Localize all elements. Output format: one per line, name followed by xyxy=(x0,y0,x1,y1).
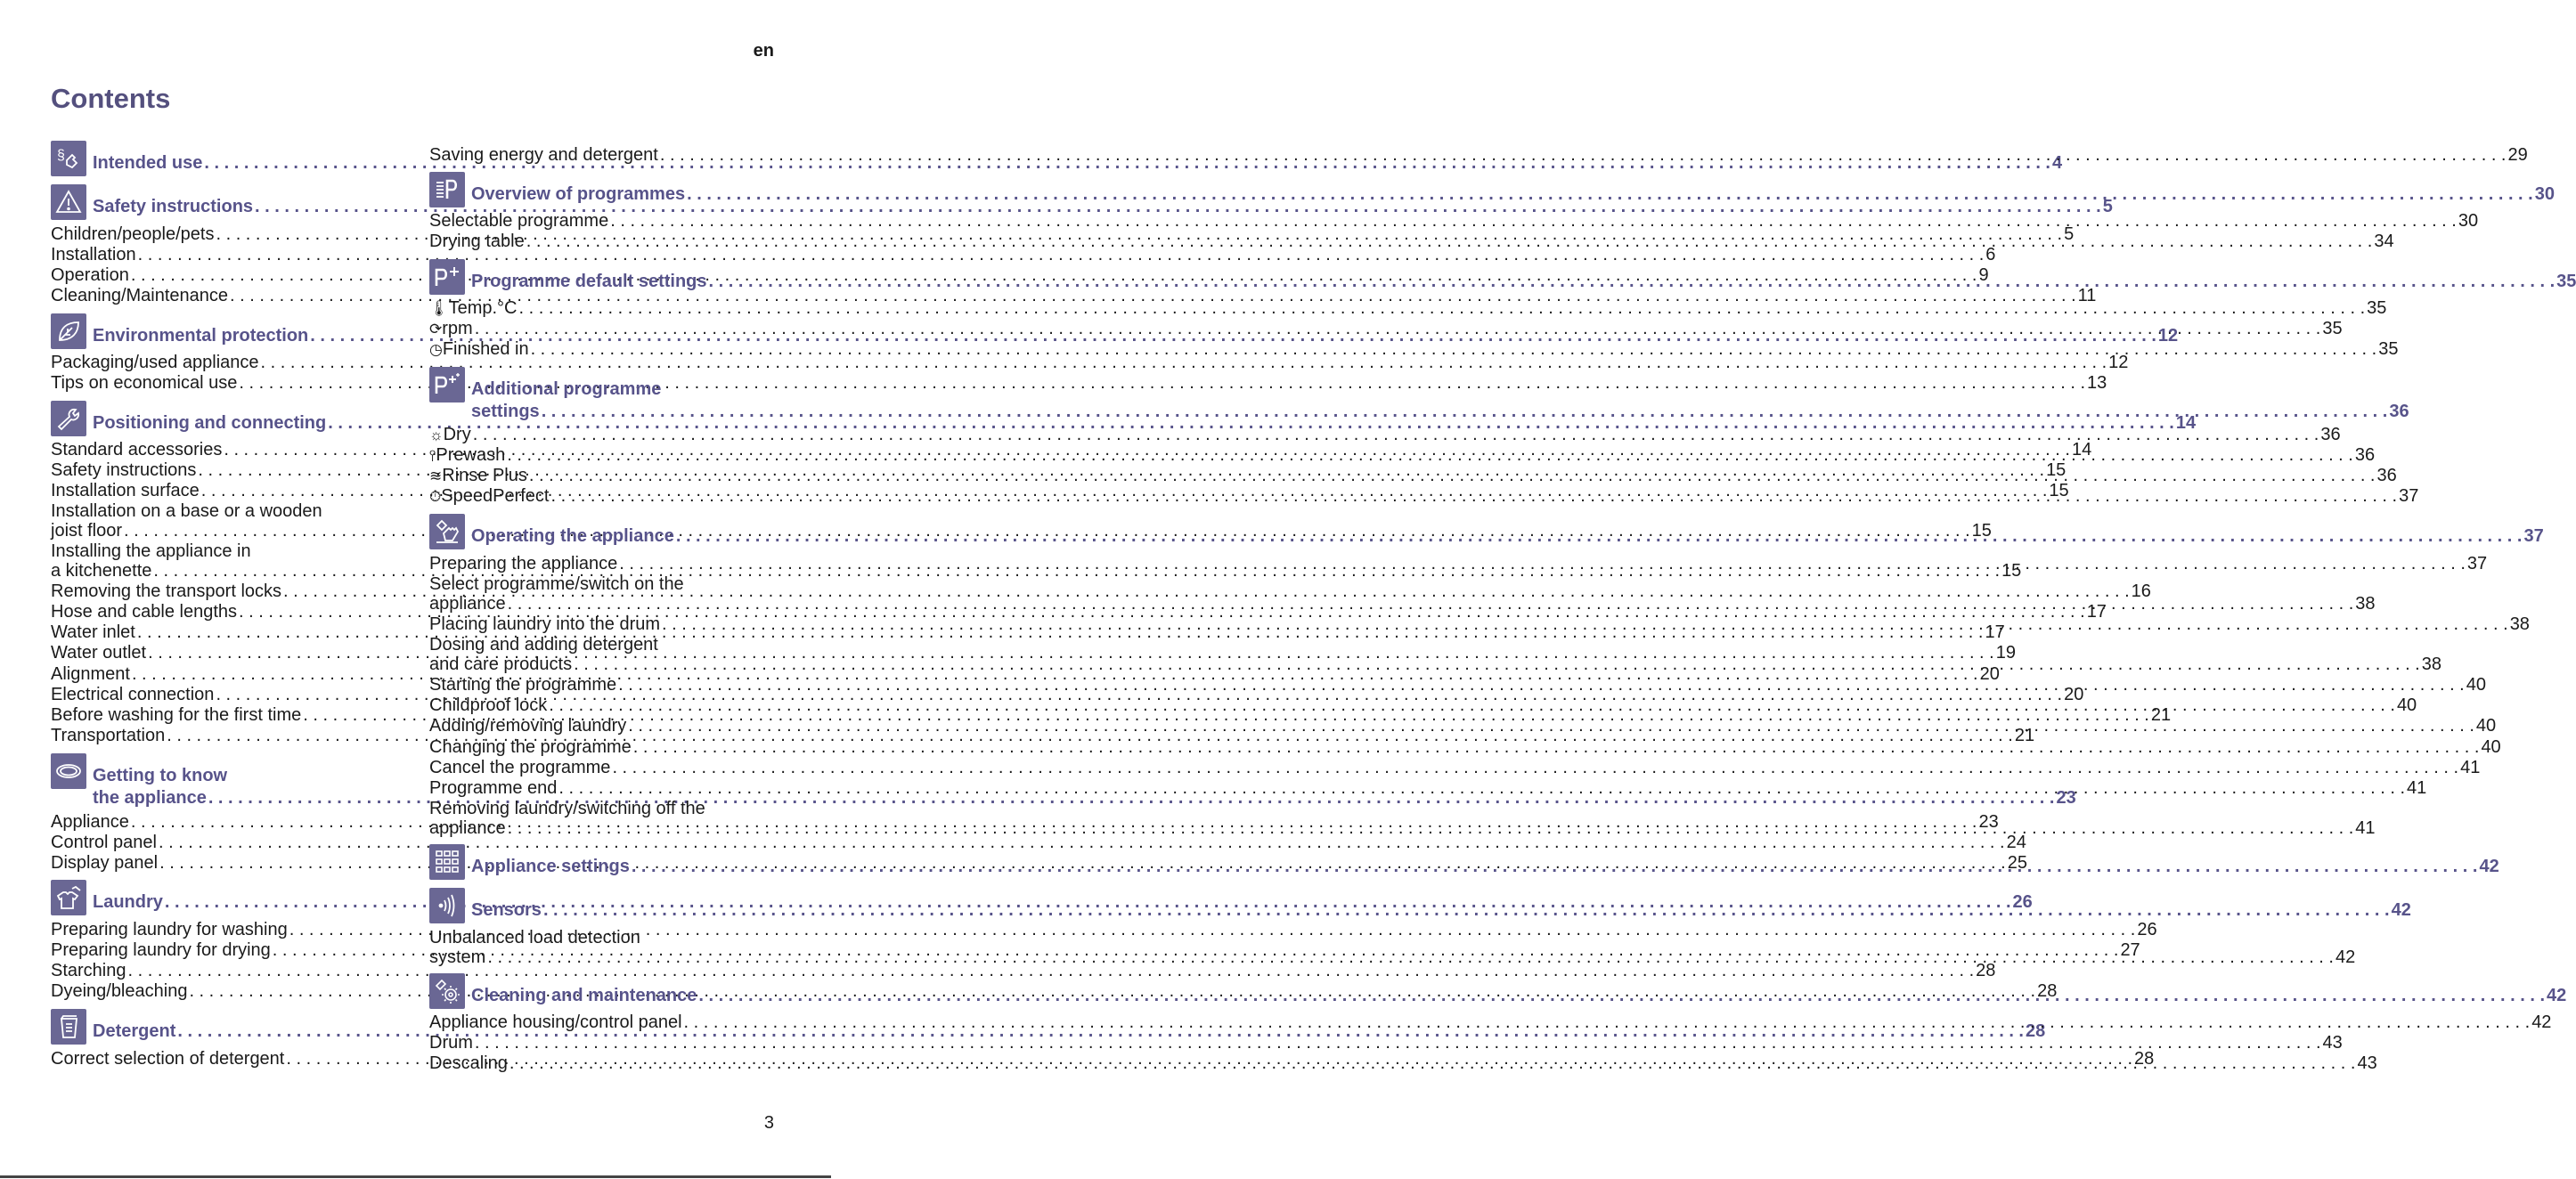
cleaning-icon xyxy=(429,973,465,1009)
section-title: Overview of programmes xyxy=(471,184,686,204)
sensor-icon xyxy=(429,888,465,923)
section-title: Appliance settings xyxy=(471,857,630,876)
toc-item[interactable]: Operation . . . 9 xyxy=(51,265,393,286)
section-page: 23 xyxy=(2056,788,2076,808)
toc-item-rinse-plus[interactable]: ≋ Rinse Plus . . . 36 xyxy=(429,466,771,486)
toc-item-prefix: Select programme/switch on the xyxy=(429,574,684,594)
toc-item[interactable]: Cleaning/Maintenance . . . 11 xyxy=(51,286,393,306)
section-title-line1: Getting to know xyxy=(93,766,228,785)
toc-item-prefix: Installation on a base or a wooden xyxy=(51,501,322,521)
warning-icon xyxy=(51,184,86,220)
detergent-icon xyxy=(51,1009,86,1045)
intended-use-icon xyxy=(51,141,86,176)
svg-text:§: § xyxy=(57,148,65,163)
bottom-rule xyxy=(0,1175,831,1178)
toc-item[interactable]: Starching . . . 28 xyxy=(51,961,393,981)
toc-item[interactable]: Preparing the appliance . . . 37 xyxy=(429,554,771,574)
toc-item[interactable]: Display panel . . . 25 xyxy=(51,853,393,874)
toc-item[interactable]: Drying table . . . 34 xyxy=(429,232,771,252)
toc-item[interactable]: Packaging/used appliance . . . 12 xyxy=(51,353,393,373)
section-page: 42 xyxy=(2391,900,2411,920)
section-title: Safety instructions xyxy=(93,197,254,216)
section-page: 37 xyxy=(2523,526,2544,546)
toc-item-finished-in[interactable]: ◷ Finished in . . . 35 xyxy=(429,339,771,360)
section-title-line1: Additional programme xyxy=(471,379,662,399)
section-title: Cleaning and maintenance xyxy=(471,986,697,1005)
rinse-plus-icon: ≋ xyxy=(429,468,443,484)
toc-item-prefix: Dosing and adding detergent xyxy=(429,635,658,655)
toc-item[interactable]: Control panel . . . 24 xyxy=(51,833,393,853)
section-page: 36 xyxy=(2389,402,2409,421)
section-title: Intended use xyxy=(93,153,203,173)
toc-item[interactable]: Cancel the programme . . . 41 xyxy=(429,758,771,778)
toc-item[interactable]: Dyeing/bleaching . . . 28 xyxy=(51,981,393,1002)
toc-item[interactable]: Water inlet . . . 17 xyxy=(51,622,393,643)
toc-item-speedperfect[interactable]: ⏱ SpeedPerfect . . . 37 xyxy=(429,486,771,507)
toc-item-prewash[interactable]: ⫯ Prewash . . . 36 xyxy=(429,445,771,466)
section-title: Positioning and connecting xyxy=(93,413,327,433)
language-label: en xyxy=(753,41,774,61)
toc-item[interactable]: Electrical connection . . . 20 xyxy=(51,685,393,705)
section-page: 30 xyxy=(2534,184,2555,204)
settings-grid-icon xyxy=(429,844,465,880)
operating-hand-icon xyxy=(429,514,465,549)
toc-item[interactable]: Preparing laundry for washing . . . 26 xyxy=(51,920,393,940)
sun-icon: ☼ xyxy=(429,427,444,443)
section-page: 12 xyxy=(2157,326,2179,346)
programme-plus-plus-icon xyxy=(429,367,465,402)
section-title-line2: the appliance xyxy=(93,788,207,808)
toc-item[interactable]: and care products . . . 38 xyxy=(429,655,771,675)
clock-icon: ◷ xyxy=(429,341,443,358)
section-page: 26 xyxy=(2012,892,2033,912)
laundry-icon xyxy=(51,880,86,915)
section-page: 5 xyxy=(2102,197,2113,216)
section-page: 42 xyxy=(2547,986,2567,1005)
toc-item[interactable]: system . . . 42 xyxy=(429,947,771,968)
toc-item-temp[interactable]: 🌡 Temp.°C . . . 35 xyxy=(429,298,771,319)
toc-item-prefix: Removing laundry/switching off the xyxy=(429,799,705,818)
spin-icon: ⟳ xyxy=(429,321,443,337)
toc-item[interactable]: Appliance housing/control panel . . . 42 xyxy=(429,1012,771,1033)
toc-item[interactable]: Appliance . . . 23 xyxy=(51,812,393,833)
toc-item[interactable]: joist floor . . . 15 xyxy=(51,521,393,541)
toc-item[interactable]: Children/people/pets . . . 5 xyxy=(51,224,393,245)
toc-item[interactable]: Standard accessories . . . 14 xyxy=(51,440,393,460)
toc-item-prefix: Unbalanced load detection xyxy=(429,928,640,947)
toc-item[interactable]: Adding/removing laundry . . . 40 xyxy=(429,716,771,736)
toc-item[interactable]: Programme end . . . 41 xyxy=(429,778,771,799)
toc-item[interactable]: appliance . . . 38 xyxy=(429,594,771,614)
toc-item[interactable]: Water outlet . . . 19 xyxy=(51,643,393,663)
leaf-icon xyxy=(51,313,86,349)
toc-item[interactable]: a kitchenette . . . 15 xyxy=(51,561,393,581)
toc-item[interactable]: Installation . . . 6 xyxy=(51,245,393,265)
speed-perfect-icon: ⏱ xyxy=(429,488,442,505)
toc-item[interactable]: Tips on economical use . . . 13 xyxy=(51,373,393,394)
toc-item[interactable]: Safety instructions . . . 15 xyxy=(51,460,393,481)
section-page: 14 xyxy=(2175,413,2197,433)
section-title: Programme default settings xyxy=(471,272,707,291)
toc-item[interactable]: Changing the programme . . . 40 xyxy=(429,737,771,758)
section-title: Detergent xyxy=(93,1021,176,1041)
toc-item[interactable]: Before washing for the first time . . . 21 xyxy=(51,705,393,726)
section-page: 4 xyxy=(2052,153,2063,173)
toc-item[interactable]: Hose and cable lengths . . . 17 xyxy=(51,602,393,622)
toc-item[interactable]: Descaling . . . 43 xyxy=(429,1053,771,1074)
programme-list-icon xyxy=(429,172,465,207)
toc-item-dry[interactable]: ☼ Dry . . . 36 xyxy=(429,425,771,445)
toc-item[interactable]: Starting the programme . . . 40 xyxy=(429,675,771,695)
page-number: 3 xyxy=(763,1113,774,1133)
eye-icon xyxy=(51,753,86,789)
toc-item-rpm[interactable]: ⟳ rpm . . . 35 xyxy=(429,319,771,339)
toc-item[interactable]: Preparing laundry for drying . . . 27 xyxy=(51,940,393,961)
section-title-line2: settings xyxy=(471,402,540,421)
toc-item-prefix: Installing the appliance in xyxy=(51,541,251,561)
toc-item[interactable]: Saving energy and detergent . . . 29 xyxy=(429,145,771,166)
section-page: 28 xyxy=(2026,1021,2046,1041)
section-title: Laundry xyxy=(93,892,163,912)
toc-item[interactable]: Placing laundry into the drum . . . 38 xyxy=(429,614,771,635)
toc-item[interactable]: appliance . . . 41 xyxy=(429,818,771,839)
wrench-icon xyxy=(51,401,86,436)
section-page: 35 xyxy=(2556,272,2576,291)
toc-item[interactable]: Selectable programme . . . 30 xyxy=(429,211,771,232)
toc-item[interactable]: Installation surface . . . 15 xyxy=(51,481,393,501)
toc-item[interactable]: Removing the transport locks . . . 16 xyxy=(51,581,393,602)
toc-item[interactable]: Alignment . . . 20 xyxy=(51,664,393,685)
section-title: Environmental protection xyxy=(93,326,309,346)
section-page: 42 xyxy=(2479,857,2499,876)
programme-plus-icon xyxy=(429,259,465,295)
page-title: Contents xyxy=(51,83,171,114)
toc-item[interactable]: Transportation . . . 21 xyxy=(51,726,393,746)
toc-item[interactable]: Drum . . . 43 xyxy=(429,1033,771,1053)
toc-item[interactable]: Childproof lock . . . 40 xyxy=(429,695,771,716)
section-title: Sensors xyxy=(471,900,542,920)
section-title: Operating the appliance xyxy=(471,526,674,546)
toc-section-overview-programmes[interactable] xyxy=(429,172,2555,207)
toc-item[interactable]: Correct selection of detergent . . . 28 xyxy=(51,1049,393,1069)
prewash-icon: ⫯ xyxy=(429,447,436,464)
thermometer-icon: 🌡 xyxy=(429,300,449,317)
